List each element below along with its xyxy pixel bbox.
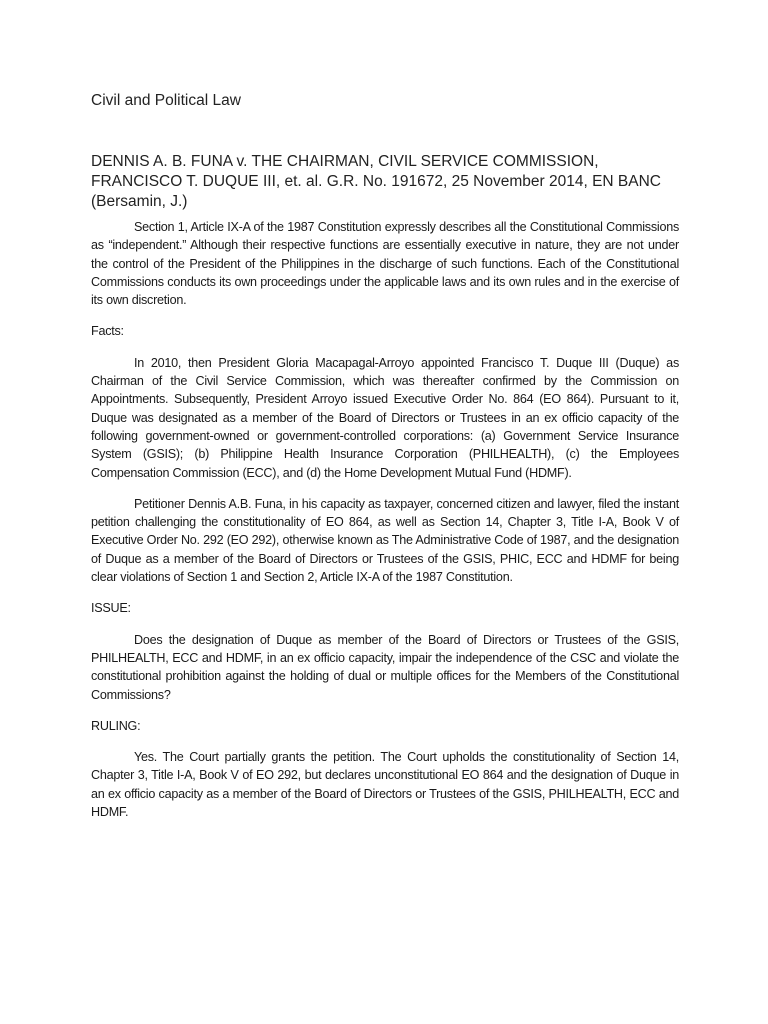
facts-heading: Facts: bbox=[91, 324, 124, 339]
ruling-heading: RULING: bbox=[91, 718, 141, 733]
document-body bbox=[91, 218, 679, 834]
issue-heading: ISSUE: bbox=[91, 601, 131, 616]
ruling-paragraph: Yes. The Court partially grants the petition. The Court upholds the constitutionality of Section 14, Chapter 3, Title I-A, Book V of EO 292, but declares unconstitutional EO 864 and the designation of Duque in an ex officio capacity as a member of the Board of Directors or Trustees of the GSIS, PHILHEALTH, ECC and HDMF. bbox=[91, 750, 679, 820]
facts-paragraph: In 2010, then President Gloria Macapagal-Arroyo appointed Francisco T. Duque III (Duque) as Chairman of the Civil Service Commission, which was thereafter confirmed by the Commission on Appointments. Subsequently, President Arroyo issued Executive Order No. 864 (EO 864). Pursuant to it, Duque was designated as a member of the Board of Directors or Trustees in an ex officio capacity of the following government-owned or government-controlled corporations: (a) Government Service Insurance System (GSIS); (b) Philippine Health Insurance Corporation (PHILHEALTH), (c) the Employees Compensation Commission (ECC), and (d) the Home Development Mutual Fund (HDMF). bbox=[91, 355, 679, 480]
subject-heading: Civil and Political Law bbox=[91, 92, 241, 109]
facts-paragraph: Petitioner Dennis A.B. Funa, in his capacity as taxpayer, concerned citizen and lawyer, filed the instant petition challenging the constitutionality of EO 864, as well as Section 14, Chapter 3, Title I-A, Book V of Executive Order No. 292 (EO 292), otherwise known as The Administrative Code of 1987, and the designation of Duque as a member of the Board of Directors or Trustees of the GSIS, PHIC, ECC and HDMF for being clear violations of Section 1 and Section 2, Article IX-A of the 1987 Constitution. bbox=[91, 496, 679, 585]
issue-paragraph: Does the designation of Duque as member of the Board of Directors or Trustees of the GSIS, PHILHEALTH, ECC and HDMF, in an ex officio capacity, impair the independence of the CSC and violate the constitutional prohibition against the holding of dual or multiple offices for the Members of the Constitutional Commissions? bbox=[91, 632, 679, 702]
doctrine-paragraph: Section 1, Article IX-A of the 1987 Constitution expressly describes all the Constitutional Commissions as “independent.” Although their respective functions are essentially executive in nature, they are not under the control of the President of the Philippines in the discharge of such functions. Each of the Constitutional Commissions conducts its own proceedings under the applicable laws and its own rules and in the exercise of its own discretion. bbox=[91, 220, 679, 308]
case-title: DENNIS A. B. FUNA v. THE CHAIRMAN, CIVIL SERVICE COMMISSION, FRANCISCO T. DUQUE III, et. al. G.R. No. 191672, 25 November 2014, EN BANC (Bersamin, J.) bbox=[91, 153, 661, 210]
